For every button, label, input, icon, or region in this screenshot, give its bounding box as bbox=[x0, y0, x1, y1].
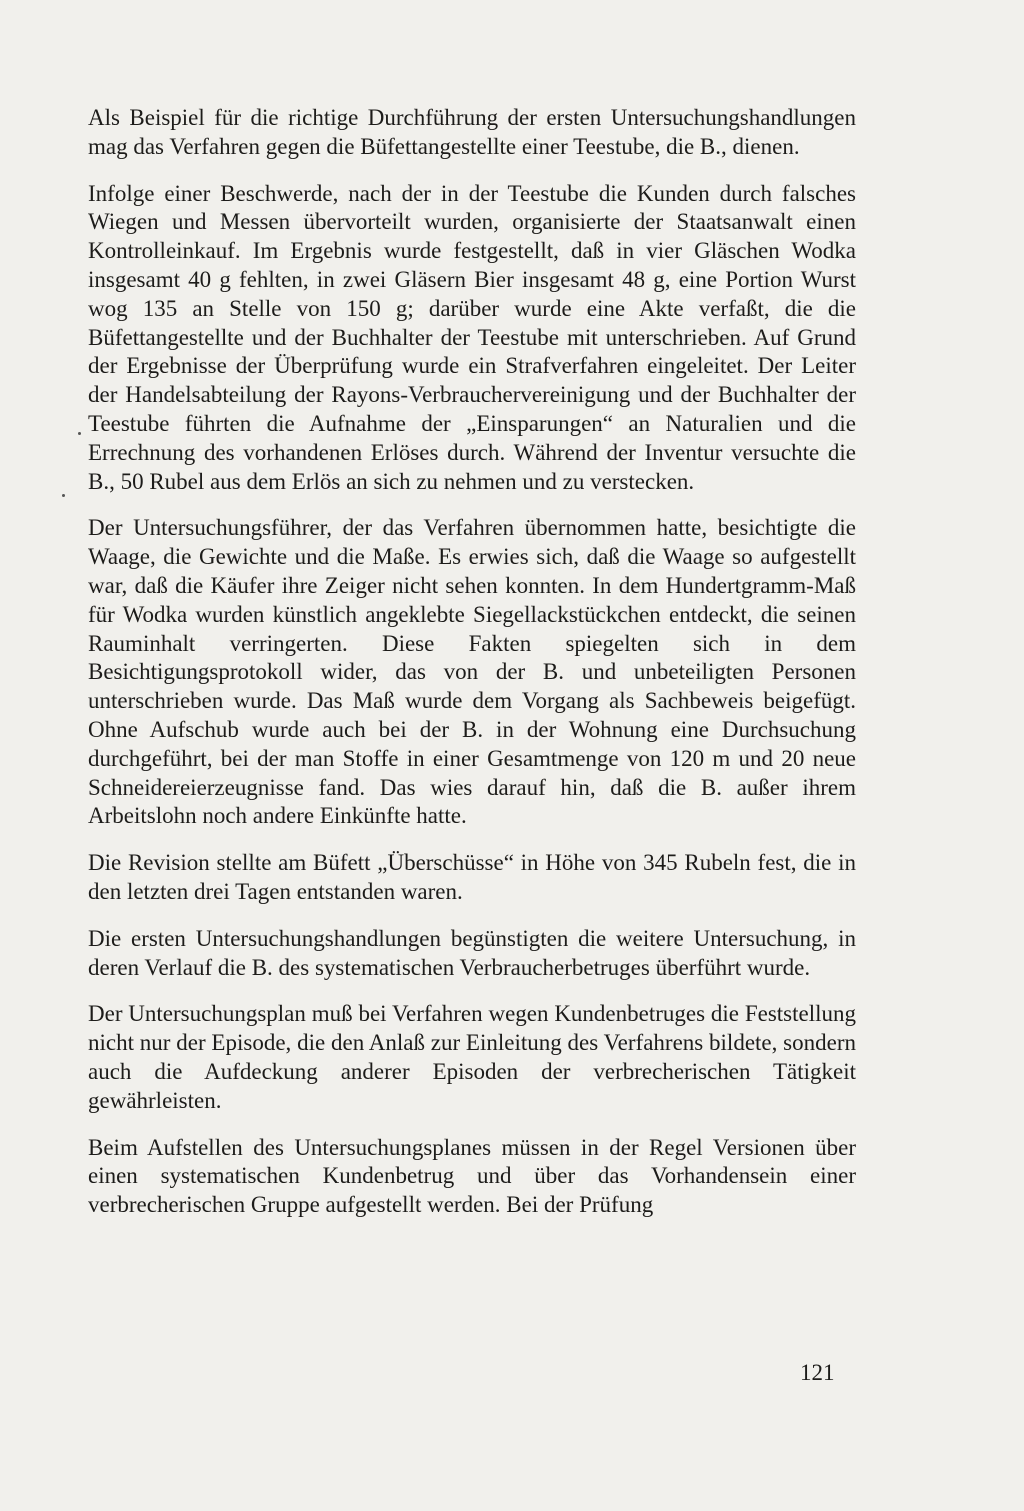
paragraph-5: Die ersten Untersuchungshandlungen begünstigten die weitere Untersuchung, in deren Verlauf die B. des systematischen Verbraucherbetruges überführt wurde. bbox=[88, 925, 856, 980]
paragraph-2: Infolge einer Beschwerde, nach der in der Teestube die Kunden durch falsches Wiegen und Messen übervorteilt wurden, organisierte der Staatsanwalt einen Kontrolleinkauf. Im Ergebnis wurde festgestellt, daß in vier Gläschen Wodka insgesamt 40 g fehlten, in zwei Gläsern Bier insgesamt 48 g, eine Portion Wurst wog 135 an Stelle von 150 g; darüber wurde eine Akte verfaßt, die die Büfettangestellte und der Buchhalter der Teestube mit unterschrieben. Auf Grund der Ergebnisse der Überprüfung wurde ein Strafverfahren eingeleitet. Der Leiter der Handelsabteilung der Rayons-Verbrauchervereinigung und der Buchhalter der Teestube führten die Aufnahme der „Einsparungen“ an Naturalien und die Errechnung des vorhandenen Erlöses durch. Während der Inventur versuchte die B., 50 Rubel aus dem Erlös an sich zu nehmen und zu verstecken. bbox=[88, 180, 856, 494]
scan-speck bbox=[78, 432, 81, 435]
page-number: 121 bbox=[800, 1360, 835, 1385]
paragraph-3: Der Untersuchungsführer, der das Verfahren übernommen hatte, besichtigte die Waage, die Gewichte und die Maße. Es erwies sich, daß die Waage so aufgestellt war, daß die Käufer ihre Zeiger nicht sehen konnten. In dem Hundertgramm-Maß für Wodka wurden künstlich angeklebte Siegellackstückchen entdeckt, die seinen Rauminhalt verringerten. Diese Fakten spiegelten sich in dem Besichtigungsprotokoll wider, das von der B. und unbeteiligten Personen unterschrieben wurde. Das Maß wurde dem Vorgang als Sachbeweis beigefügt. Ohne Aufschub wurde auch bei der B. in der Wohnung eine Durchsuchung durchgeführt, bei der man Stoffe in einer Gesamtmenge von 120 m und 20 neue Schneidereierzeugnisse fand. Das wies darauf hin, daß die B. außer ihrem Arbeitslohn noch andere Einkünfte hatte. bbox=[88, 515, 856, 829]
paragraph-4: Die Revision stellte am Büfett „Überschüsse“ in Höhe von 345 Rubeln fest, die in den letzten drei Tagen entstanden waren. bbox=[88, 850, 856, 904]
paragraph-6: Der Untersuchungsplan muß bei Verfahren wegen Kundenbetruges die Feststellung nicht nur der Episode, die den Anlaß zur Einleitung des Verfahrens bildete, sondern auch die Aufdeckung anderer Episoden der verbrecherischen Tätigkeit gewährleisten. bbox=[88, 1001, 856, 1113]
paragraph-7: Beim Aufstellen des Untersuchungsplanes müssen in der Regel Versionen über einen systematischen Kundenbetrug und über das Vorhandensein einer verbrecherischen Gruppe aufgestellt werden. Bei der Prüfung bbox=[88, 1134, 856, 1218]
scan-speck bbox=[62, 494, 65, 497]
paragraph-1: Als Beispiel für die richtige Durchführung der ersten Untersuchungshandlungen mag das Verfahren gegen die Büfettangestellte einer Teestube, die B., dienen. bbox=[88, 105, 856, 159]
